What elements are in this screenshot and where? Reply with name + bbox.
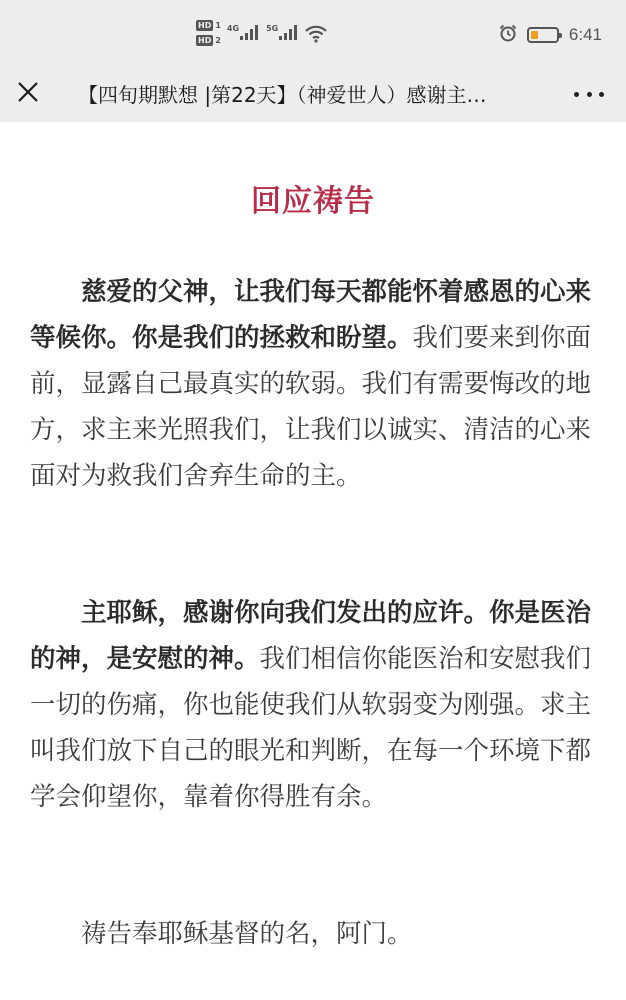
sim-number: 1: [215, 21, 221, 30]
more-icon-dot: [599, 92, 604, 97]
more-button[interactable]: [574, 84, 604, 104]
hd-badge-2: [196, 35, 221, 46]
paragraph: [30, 269, 602, 499]
hd-label: HD: [198, 36, 212, 45]
paragraph-text: 我们相信你能医治和安慰我们一切的伤痛，你也能使我们从软弱变为刚强。求主叫我们放下自己的眼光和判断，在每一个环境下都学会仰望你，靠着你得胜有余。: [30, 644, 592, 812]
network-type-label: 5G: [266, 24, 279, 33]
paragraph: [30, 911, 602, 957]
status-time: 6:41: [568, 25, 602, 44]
network-type-label: 4G: [226, 24, 240, 33]
signal-4g: [227, 24, 258, 40]
signal-icon: [279, 24, 297, 40]
signal-5g: [266, 24, 297, 40]
signal-icon: [240, 24, 258, 40]
signal-indicators: [196, 20, 327, 52]
paragraph: [30, 590, 602, 820]
status-right: [499, 24, 602, 46]
article-heading: 回应祷告: [251, 184, 375, 219]
hd-badges: [196, 20, 221, 46]
sim-number: 2: [215, 36, 221, 45]
more-icon-dot: [587, 92, 592, 97]
page-title: 【四旬期默想 |第22天】（神爱世人）感谢主…: [78, 83, 487, 107]
close-button[interactable]: [14, 78, 42, 106]
paragraph-text: 祷告奉耶稣基督的名，阿门。: [81, 919, 413, 949]
status-bar: [0, 0, 626, 66]
battery-level: [531, 31, 538, 39]
article-body: [0, 122, 626, 1000]
hd-label: HD: [198, 21, 212, 30]
hd-badge-1: [196, 20, 221, 31]
top-bar: [0, 0, 626, 122]
wifi-icon: [305, 25, 327, 47]
close-icon: [17, 81, 39, 103]
paragraph-bold-text: 主耶稣，感谢你向我们发出的应许。你是医治的神，是安慰的神。: [30, 598, 592, 674]
alarm-icon: [499, 24, 517, 46]
more-icon-dot: [574, 92, 579, 97]
paragraph-bold-text: 慈爱的父神，让我们每天都能怀着感恩的心来等候你。你是我们的拯救和盼望。: [30, 277, 592, 353]
battery-icon: [527, 27, 559, 43]
nav-bar: [0, 66, 626, 122]
paragraph-text: 我们要来到你面前，显露自己最真实的软弱。我们有需要悔改的地方，求主来光照我们，让我们以诚实、清洁的心来面对为救我们舍弃生命的主。: [30, 323, 592, 491]
